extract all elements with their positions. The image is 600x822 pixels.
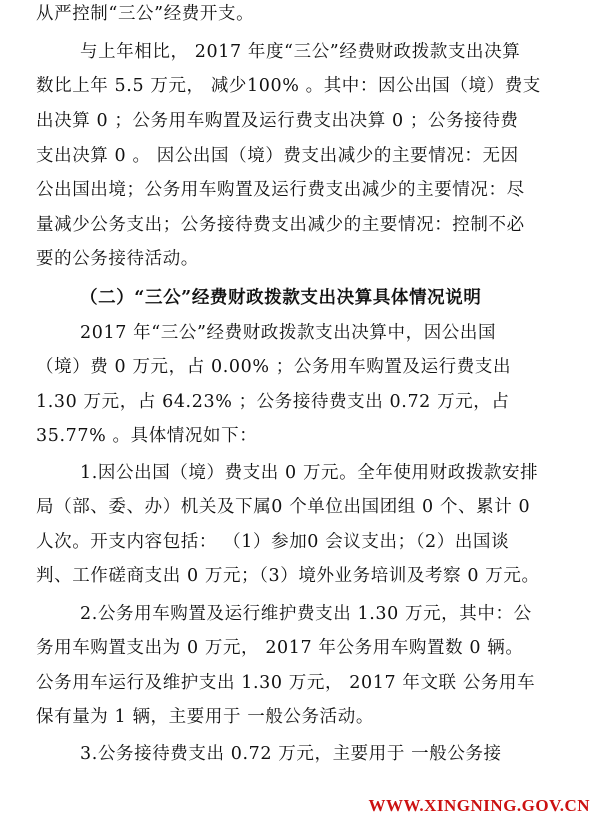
text-line: 人次。开支内容包括： （1）参加0 会议支出；（2）出国谈 [36,532,510,552]
text-line: 公出国出境；公务用车购置及运行费支出减少的主要情况：尽 [36,180,525,200]
site-watermark: WWW.XINGNING.GOV.CN [368,796,590,815]
text-line: 数比上年 5.5 万元， 减少100% 。其中：因公出国（境）费支 [36,76,541,96]
text-line: 2.公务用车购置及运行维护费支出 1.30 万元，其中：公 [80,604,532,624]
text-line: 35.77% 。具体情况如下： [36,426,258,446]
text-line: 量减少公务支出；公务接待费支出减少的主要情况：控制不必 [36,215,525,235]
text-line: 出决算 0 ；公务用车购置及运行费支出决算 0 ；公务接待费 [36,111,519,131]
text-line: 务用车购置支出为 0 万元， 2017 年公务用车购置数 0 辆。 [36,638,524,658]
text-line: 局（部、委、办）机关及下属0 个单位出国团组 0 个、累计 0 [36,497,531,517]
text-line: 1.因公出国（境）费支出 0 万元。全年使用财政拨款安排 [80,463,539,483]
text-line: 2017 年“三公”经费财政拨款支出决算中，因公出国 [80,323,497,343]
text-line: 与上年相比， 2017 年度“三公”经费财政拨款支出决算 [80,42,521,62]
text-line: 1.30 万元，占 64.23% ；公务接待费支出 0.72 万元，占 [36,392,510,412]
text-line: 公务用车运行及维护支出 1.30 万元， 2017 年文联 公务用车 [36,673,536,693]
text-line: 从严控制“三公”经费开支。 [36,4,255,24]
text-line: 3.公务接待费支出 0.72 万元，主要用于 一般公务接 [80,744,502,764]
text-line: 保有量为 1 辆，主要用于 一般公务活动。 [36,707,374,727]
section-heading: （二）“三公”经费财政拨款支出决算具体情况说明 [80,288,482,308]
text-line: 要的公务接待活动。 [36,249,199,269]
text-line: 判、工作磋商支出 0 万元；（3）境外业务培训及考察 0 万元。 [36,566,540,586]
text-line: 支出决算 0 。 因公出国（境）费支出减少的主要情况：无因 [36,146,519,166]
text-line: （境）费 0 万元，占 0.00% ；公务用车购置及运行费支出 [36,357,512,377]
